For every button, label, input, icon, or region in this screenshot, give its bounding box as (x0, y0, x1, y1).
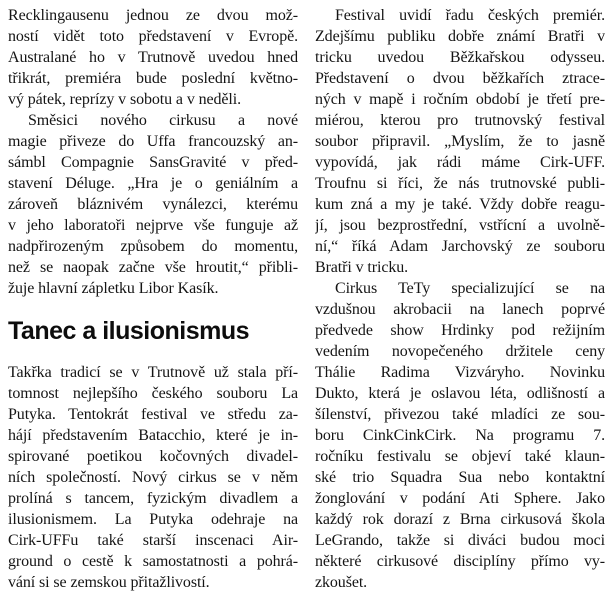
paragraph (315, 278, 605, 593)
text-line: spirované poetikou kočovných divadel- (8, 448, 298, 465)
text-line: každý rok dorazí z Brna cirkusová škola (315, 511, 605, 528)
text-line: Takřka tradicí se v Trutnově už stala pří- (8, 364, 298, 381)
text-line: miérou, kterou pro trutnovský festival (315, 112, 605, 129)
text-line: než se naopak začne vše hroutit,“ přibli- (8, 259, 298, 276)
paragraph (315, 5, 605, 278)
article-column-right (315, 5, 605, 593)
text-line: třikrát, premiéra bude poslední květno- (8, 70, 298, 87)
text-line: magie přiveze do Uffa francouzský an- (8, 133, 298, 150)
text-line: hájí představením Batacchio, které je in- (8, 427, 298, 444)
text-line: ské trio Squadra Sua nebo kontaktní (315, 469, 605, 486)
text-line: Představení o dvou běžkařích ztrace- (315, 70, 605, 87)
paragraph (8, 5, 298, 110)
text-line: soubor připravil. „Myslím, že to jasně (315, 133, 605, 150)
text-line: sámbl Compagnie SansGravité v před- (8, 154, 298, 171)
text-line: kum zná a my je také. Vždy dobře reagu- (315, 196, 605, 213)
text-line: Bratři v tricku. (315, 259, 409, 276)
paragraph (8, 110, 298, 299)
text-line: boru CinkCinkCirk. Na programu 7. (315, 427, 605, 444)
text-line: ročníku festivalu se objeví také klaun- (315, 448, 605, 465)
text-line: ní,“ říká Adam Jarchovský ze souboru (315, 238, 605, 255)
text-line: vypovídá, jak rádi máme Cirk-UFF. (315, 154, 605, 171)
text-line: Festival uvidí řadu českých premiér. (335, 7, 605, 24)
text-line: Australané ho v Trutnově uvedou hned (8, 49, 298, 66)
text-line: zkoušet. (315, 574, 368, 591)
text-line: tricku uvedou Běžkařskou odysseu. (315, 49, 605, 66)
text-line: LeGrando, takže si diváci budou moci (315, 532, 605, 549)
text-line: ných v mapě i ročním období je třetí pre- (315, 91, 605, 108)
text-line: vedením novopečeného držitele ceny (315, 343, 605, 360)
text-line: tomnost nejlepšího českého souboru La (8, 385, 298, 402)
text-line: ností vidět toto představení v Evropě. (8, 28, 298, 45)
text-line: vání si se zemskou přitažlivostí. (8, 574, 210, 591)
text-line: jí, jsou bezprostřední, vstřícní a uvolně- (315, 217, 605, 234)
text-line: ilusionismem. La Putyka odehraje na (8, 511, 298, 528)
paragraph (8, 362, 298, 593)
text-line: v jeho laboratoři nejprve vše funguje až (8, 217, 298, 234)
text-line: Thálie Radima Vizváryho. Novinku (315, 364, 605, 381)
text-line: prolíná s tancem, fyzickým divadlem a (8, 490, 298, 507)
text-line: vzdušnou akrobacii na lanech poprvé (315, 301, 605, 318)
text-line: stavení Déluge. „Hra je o geniálním a (8, 175, 298, 192)
text-line: Troufnu si říci, že nás trutnovské publi- (315, 175, 605, 192)
text-line: Směsici nového cirkusu a nové (28, 112, 298, 129)
text-line: Zdejšímu publiku dobře známí Bratři v (315, 28, 605, 45)
article-column-left (8, 5, 298, 593)
text-line: ních společností. Nový cirkus se v něm (8, 469, 298, 486)
text-line: Putyka. Tentokrát festival ve středu za- (8, 406, 298, 423)
text-line: žuje hlavní zápletku Libor Kasík. (8, 280, 219, 297)
text-line: Cirk-UFFu také starší inscenaci Air- (8, 532, 298, 549)
text-line: některé cirkusové disciplíny přímo vy- (315, 553, 605, 570)
text-line: Cirkus TeTy specializující se na (335, 280, 605, 297)
text-line: ground o cestě k samostatnosti a pohrá- (8, 553, 298, 570)
text-line: Recklingausenu jednou ze dvou mož- (8, 7, 298, 24)
text-line: šílenství, přivezou také mladíci ze sou- (315, 406, 605, 423)
text-line: žonglování v podání Ati Sphere. Jako (315, 490, 605, 507)
text-line: vý pátek, reprízy v sobotu a v neděli. (8, 91, 242, 108)
section-heading: Tanec a ilusionismus (8, 317, 250, 345)
text-line: Dukto, která je oslavou léta, odlišností a (315, 385, 605, 402)
text-line: nadpřirozeným způsobem do momentu, (8, 238, 298, 255)
text-line: zároveň bláznivém vynálezci, kterému (8, 196, 298, 213)
text-line: předvede show Hrdinky pod režijním (315, 322, 605, 339)
